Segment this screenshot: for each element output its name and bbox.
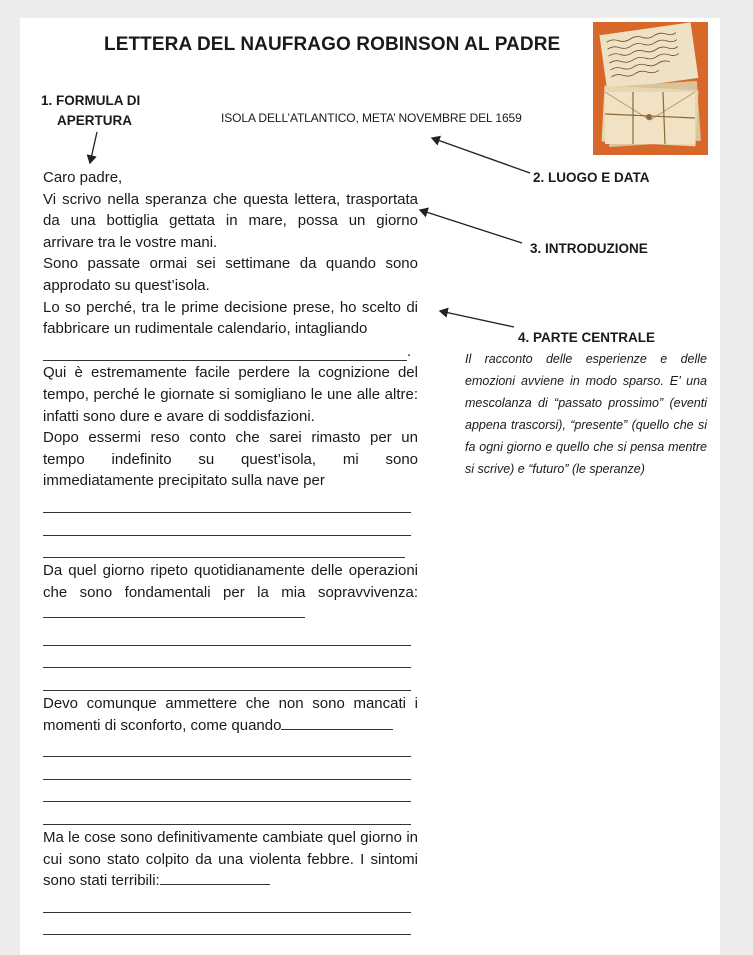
arrow-opening: [90, 132, 97, 163]
paragraph-fever-text: Ma le cose sono definitivamente cambiate quel giorno in cui sono stato colpito da una violenta febbre. I sintomi sono stati terribili:: [43, 829, 418, 890]
blank-line[interactable]: [43, 670, 411, 691]
blank-line[interactable]: [43, 914, 411, 935]
salutation: Caro padre,: [43, 169, 123, 186]
paragraph-calendar: Lo so perché, tra le prime decisione prese, ho scelto di fabbricare un rudimentale calendario, intagliando: [43, 298, 418, 338]
blank-line[interactable]: [43, 781, 411, 802]
paragraph-ship: Dopo essermi reso conto che sarei rimasto per un tempo indefinito su quest’isola, mi sono immediatamente precipitato sulla nave per: [43, 429, 418, 490]
arrow-central-part: [440, 311, 514, 327]
paragraph-discomfort: [43, 693, 418, 736]
blank-inline[interactable]: [160, 883, 270, 885]
blank-line[interactable]: [43, 759, 411, 780]
page-title: LETTERA DEL NAUFRAGO ROBINSON AL PADRE: [104, 34, 561, 55]
paragraph-survival: [43, 560, 418, 625]
label-place-date: 2. LUOGO E DATA: [533, 170, 650, 185]
label-opening-line2: APERTURA: [57, 113, 133, 128]
paragraph-fever: [43, 827, 418, 892]
letters-illustration: [593, 22, 708, 155]
blank-line[interactable]: [43, 736, 411, 757]
arrow-place-date: [432, 138, 530, 173]
side-note-part1: Il racconto delle esperienze e delle emozioni avviene in modo sparso.: [465, 352, 707, 388]
blank-inline[interactable]: [281, 728, 393, 730]
blank-line[interactable]: [43, 892, 411, 913]
blank-inline[interactable]: [43, 616, 305, 618]
blank-line[interactable]: [43, 625, 411, 646]
letters-photo: [593, 22, 708, 155]
blank-line[interactable]: [43, 340, 407, 361]
blank-line[interactable]: [43, 804, 411, 825]
worksheet-page: [20, 18, 720, 955]
blank-line[interactable]: [43, 537, 405, 558]
label-introduction: 3. INTRODUZIONE: [530, 241, 648, 256]
paragraph-time: Qui è estremamente facile perdere la cognizione del tempo, perché le giornate si somigliano le une alle altre: infatti sono dure e avare di soddisfazioni.: [43, 364, 418, 425]
arrow-introduction: [420, 210, 522, 243]
side-note: [465, 348, 707, 480]
place-date-text: ISOLA DELL’ATLANTICO, META’ NOVEMBRE DEL 1659: [221, 111, 522, 125]
blank-line[interactable]: [43, 492, 411, 513]
label-opening-line1: 1. FORMULA DI: [41, 93, 141, 108]
label-central-part: 4. PARTE CENTRALE: [518, 330, 656, 345]
paragraph-intro: Vi scrivo nella speranza che questa lettera, trasportata da una bottiglia gettata in mare, possa un giorno arrivare tra le vostre mani.: [43, 190, 418, 251]
blank-line[interactable]: [43, 647, 411, 668]
blank-line[interactable]: [43, 515, 411, 536]
paragraph-weeks: Sono passate ormai sei settimane da quando sono approdato su quest’isola.: [43, 255, 418, 294]
paragraph-discomfort-text: Devo comunque ammettere che non sono mancati i momenti di sconforto, come quando: [43, 695, 418, 734]
paragraph-survival-text: Da quel giorno ripeto quotidianamente delle operazioni che sono fondamentali per la mia sopravvivenza:: [43, 562, 418, 601]
letter-body: [43, 167, 418, 937]
period: .: [407, 343, 412, 361]
side-note-part2: E’ una mescolanza di “passato prossimo” (eventi appena trascorsi), “presente” (quello che si fa ogni giorno e quello che si pensa mentre si scrive) e “futuro” (le speranze): [465, 374, 707, 476]
